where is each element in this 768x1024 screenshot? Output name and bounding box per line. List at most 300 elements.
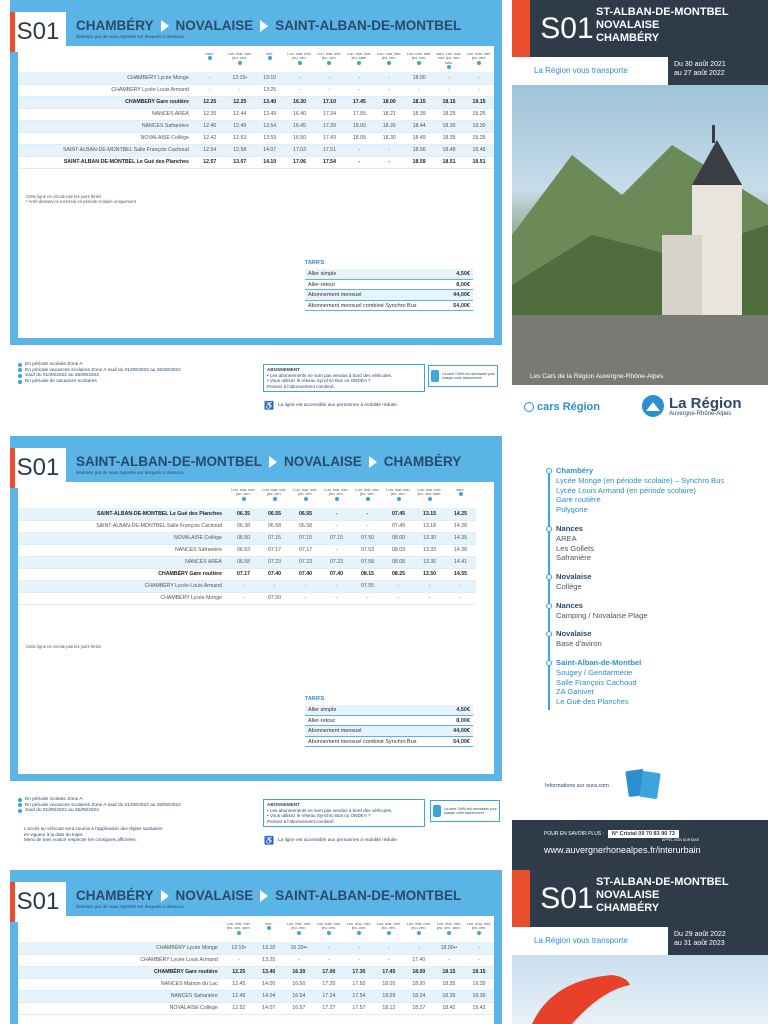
departure-time: 17.10 [315, 96, 345, 108]
departure-time: - [434, 84, 464, 96]
red-accent [10, 882, 15, 922]
route-name: CHAMBÉRY [596, 902, 660, 914]
route-stop: Le Gué des Planches [556, 697, 629, 707]
legend-text: Sauf du 01/08/2022 au 26/08/2022 [25, 373, 99, 379]
departure-time: - [321, 592, 352, 604]
departure-time: 18.39 [434, 990, 464, 1002]
stop-name: CHAMBÉRY Lycée Monge [18, 592, 228, 604]
legend-item [18, 379, 181, 385]
route-stop: Salle François Cachoud [556, 677, 637, 687]
tarif-row [305, 280, 473, 291]
departure-time: - [344, 942, 374, 954]
header-blank [18, 52, 195, 72]
timetable-row [18, 592, 476, 604]
departure-time: - [285, 72, 315, 84]
departure-time: - [445, 592, 476, 604]
departure-time: 07.50 [352, 532, 383, 544]
departure-time: - [321, 508, 352, 520]
column-header: Lun. mar. mer. jeu. ven. [290, 488, 321, 508]
stop-name: NANCES Safranière [18, 544, 228, 556]
departure-time: 17.57 [344, 1002, 374, 1014]
route-name: NOVALAISE [596, 19, 660, 31]
legend-dot-icon [18, 380, 22, 384]
header-blank [18, 488, 228, 508]
abonnement-title: ABONNEMENT [267, 367, 300, 372]
period-dot-icon [304, 497, 308, 501]
departure-time: 07.40 [290, 568, 321, 580]
title-part: NOVALAISE [283, 454, 362, 469]
tarifs-title: TARIFS [305, 696, 325, 702]
column-header: sam. [195, 52, 225, 72]
arrow-icon [260, 890, 268, 902]
departure-time: 13.40 [254, 966, 284, 978]
departure-time: 07.15 [259, 532, 290, 544]
header-blank [18, 922, 224, 942]
departure-time: 12.58 [225, 144, 255, 156]
departure-time: 18.27 [404, 1002, 434, 1014]
legend [18, 362, 181, 384]
oura-card-text: La carte OùRA est nécessaire pour charger votre abonnement [443, 807, 497, 815]
savoir-plus-label: POUR EN SAVOIR PLUS : [544, 831, 604, 837]
departure-time: 14.41 [445, 556, 476, 568]
departure-time: 18.59 [404, 156, 434, 168]
departure-time: 16.45 [285, 120, 315, 132]
arrow-icon [269, 456, 277, 468]
departure-time: 19.15 [464, 966, 494, 978]
note-line: * Arrêt desservi le mercredi en période scolaire uniquement [26, 199, 136, 204]
contact-band [512, 820, 768, 870]
departure-time: 17.54 [315, 156, 345, 168]
departure-time: 14.07 [254, 1002, 284, 1014]
departure-time: 18.49 [404, 132, 434, 144]
route-stop: Base d'aviron [556, 639, 602, 649]
departure-time: - [344, 84, 374, 96]
departure-time: 07.58 [352, 556, 383, 568]
departure-time: 19.39 [464, 990, 494, 1002]
legend-dot-icon [18, 368, 22, 372]
legend-item [18, 808, 181, 814]
departure-time: 18.48 [434, 144, 464, 156]
timetable-panel-1 [10, 0, 502, 345]
stop-name: NOVALAISE Collège [18, 1002, 224, 1014]
la-region-text-wrap [669, 396, 742, 417]
mountain-peak-shape [646, 402, 660, 411]
departure-time: 16.50 [284, 978, 314, 990]
date-to: au 27 août 2022 [674, 69, 725, 77]
wheelchair-icon: ♿ [264, 836, 274, 845]
stop-name: CHAMBÉRY Lycée Monge [18, 942, 224, 954]
route-group [556, 466, 724, 515]
departure-time: 17.55 [344, 108, 374, 120]
period-dot-icon [447, 65, 451, 69]
period-dot-icon [366, 497, 370, 501]
departure-time: 07.50 [259, 592, 290, 604]
departure-time: 16.40 [285, 108, 315, 120]
departure-time: 12.53 [225, 132, 255, 144]
note-line: Cette ligne ne circule pas les jours fériés [26, 644, 102, 649]
route-stop: ZA Ganivet [556, 687, 594, 697]
route-stop: Camping / Novalaise Plage [556, 610, 648, 620]
departure-time: - [434, 72, 464, 84]
info-label: Informations sur oura.com [545, 783, 609, 789]
departure-time: 18.00•• [434, 942, 464, 954]
column-header: Lun. mar. mer. jeu. ven. [404, 922, 434, 942]
departure-time: 13.25 [254, 954, 284, 966]
abonnement-title: ABONNEMENT [267, 802, 300, 807]
legend-dot-icon [18, 809, 22, 813]
departure-time: 19.48 [464, 144, 494, 156]
route-group [556, 524, 594, 563]
column-header: Lun. mar. mer. jeu. ven. [259, 488, 290, 508]
period-dot-icon [238, 61, 242, 65]
abonnement-box [263, 799, 425, 827]
stop-name: NOVALAISE Collège [18, 132, 195, 144]
title-part: CHAMBÉRY [76, 18, 154, 33]
departure-time: 18.00 [404, 966, 434, 978]
stop-name: NANCES Safranière [18, 120, 195, 132]
tarif-row [305, 726, 473, 737]
route-town: Nances [556, 524, 584, 533]
route-stop-dot [546, 631, 552, 637]
tarif-label: Abonnement mensuel combiné Synchro Bus [308, 302, 417, 309]
table-header-row [18, 922, 494, 942]
timetable-row [18, 72, 494, 84]
column-header: Lun. mar. mer. jeu. ven. [464, 52, 494, 72]
departure-time: 13.18 [414, 520, 445, 532]
red-accent [10, 448, 15, 488]
departure-time: 18.35 [434, 132, 464, 144]
mountain-icon [642, 395, 664, 417]
departure-time: 18.25 [434, 108, 464, 120]
column-header: Lun. mar. mer. jeu. ven. [321, 488, 352, 508]
departure-time: - [464, 72, 494, 84]
title-part: NOVALAISE [175, 888, 254, 903]
departure-time: 17.39 [315, 120, 345, 132]
departure-time: 07.17 [259, 544, 290, 556]
departure-time: - [228, 580, 259, 592]
departure-time: 14.04 [254, 990, 284, 1002]
route-group [556, 658, 641, 707]
departure-time: - [321, 580, 352, 592]
stop-name: NANCES Safranière [18, 990, 224, 1002]
column-header: Lun. mar. mer. jeu. sam. [344, 52, 374, 72]
timetable-row [18, 954, 494, 966]
departure-time: 19.51 [464, 156, 494, 168]
departure-time: 07.23 [259, 556, 290, 568]
timetable-notes [26, 644, 101, 649]
period-dot-icon [297, 931, 301, 935]
departure-time: 16.54 [284, 990, 314, 1002]
period-dot-icon [447, 931, 451, 935]
departure-time: 12.45 [224, 978, 254, 990]
departure-time: 06.35 [228, 508, 259, 520]
line-code: S01 [530, 0, 604, 57]
departure-time: 13.33 [414, 544, 445, 556]
departure-time: 19.25 [464, 108, 494, 120]
departure-time: 18.51 [434, 156, 464, 168]
departure-time: - [321, 544, 352, 556]
departure-time: 17.06 [285, 156, 315, 168]
departure-time: 08.00 [383, 532, 414, 544]
departure-time: 13.36 [414, 556, 445, 568]
oura-card-icon [431, 370, 439, 382]
legend-text: Sauf du 01/08/2022 au 26/08/2022 [25, 808, 99, 814]
timetable-row [18, 132, 494, 144]
stop-name: CHAMBÉRY Lycée Louis Armand [18, 954, 224, 966]
stop-name: SAINT-ALBAN-DE-MONTBEL Le Gué des Planches [18, 156, 195, 168]
website-link[interactable]: www.auvergnerhonealpes.fr/interurbain [544, 845, 701, 855]
departure-time: 12.42 [195, 132, 225, 144]
departure-time: - [464, 942, 494, 954]
red-accent [512, 870, 530, 927]
timetable-notes [26, 194, 136, 204]
departure-time: 18.21 [374, 108, 404, 120]
cover-slogan-band-2 [512, 927, 768, 955]
route-town: Novalaise [556, 629, 592, 639]
period-dot-icon [387, 61, 391, 65]
tarifs-title: TARIFS [305, 260, 325, 266]
period-dot-icon [387, 931, 391, 935]
timetable-row [18, 120, 494, 132]
departure-time: - [464, 84, 494, 96]
cover-slogan-band [512, 57, 768, 85]
route-stop: Lycée Louis Armand (en période scolaire) [556, 485, 696, 495]
departure-time: 07.23 [290, 556, 321, 568]
period-dot-icon [242, 497, 246, 501]
la-region-sub: Auvergne-Rhône-Alpes [669, 410, 732, 417]
departure-time: 07.45 [383, 508, 414, 520]
tarif-price: 44,00€ [453, 728, 470, 735]
legend [18, 797, 181, 814]
timetable [18, 922, 494, 1015]
tarif-label: Abonnement mensuel [308, 728, 362, 735]
departure-time: 07.40 [321, 568, 352, 580]
departure-time: 17.51 [315, 144, 345, 156]
column-header: Lun. mar. mer. jeu. ven. [404, 52, 434, 72]
departure-time: 17.43 [315, 132, 345, 144]
route-stop-dot [546, 574, 552, 580]
stop-name: NOVALAISE Collège [18, 532, 228, 544]
period-dot-icon [459, 492, 463, 496]
departure-time: 08.25 [383, 568, 414, 580]
departure-time: 17.45 [374, 966, 404, 978]
departure-time: - [195, 84, 225, 96]
tarif-price: 8,00€ [456, 717, 470, 724]
tarifs-table [305, 696, 473, 747]
departure-time: 12:15• [225, 72, 255, 84]
departure-time: - [414, 580, 445, 592]
column-header: Lun. mar. mer. jeu. ven. [383, 488, 414, 508]
castle-illustration [512, 85, 768, 385]
departure-time: 18.00 [374, 96, 404, 108]
departure-time: 07.55 [352, 580, 383, 592]
departure-time: 13.15 [414, 508, 445, 520]
departure-time: - [383, 592, 414, 604]
info-row [545, 770, 745, 804]
route-stop: Gare routière [556, 495, 601, 505]
departure-time: 13.49 [255, 108, 285, 120]
departure-time: 13.54 [255, 120, 285, 132]
departure-time: 17.45 [344, 96, 374, 108]
title-part: SAINT-ALBAN-DE-MONTBEL [76, 454, 262, 469]
departure-time: 18.05 [344, 132, 374, 144]
route-stop: Les Gollets [556, 543, 594, 553]
timetable-row [18, 144, 494, 156]
departure-time: 13.40 [255, 96, 285, 108]
date-from: Du 30 août 2021 [674, 61, 726, 68]
period-dot-icon [208, 56, 212, 60]
timetable-row [18, 580, 476, 592]
departure-time: 08.15 [352, 568, 383, 580]
timetable-row [18, 942, 494, 954]
departure-time: 06.55 [290, 508, 321, 520]
column-header: Lun. mar. mer. jeu. ven. [374, 52, 404, 72]
departure-time: - [290, 580, 321, 592]
phone-number[interactable]: N° Cristal 09 70 83 90 73 [608, 830, 679, 838]
route-name: ST-ALBAN-DE-MONTBEL [596, 6, 729, 18]
stop-name: SAINT-ALBAN-DE-MONTBEL Salle François Cachoud [18, 144, 195, 156]
departure-time: - [404, 84, 434, 96]
arrow-icon [161, 890, 169, 902]
panel-title [76, 454, 461, 469]
departure-time: 06.38 [228, 520, 259, 532]
abonnement-line: Pensez à l'abonnement combiné. [267, 818, 335, 824]
departure-time: - [464, 954, 494, 966]
departure-time: 18.56 [404, 144, 434, 156]
la-region-logo [642, 395, 742, 417]
timetable-row [18, 520, 476, 532]
route-stop: Sougey / Gendarmerie [556, 667, 633, 677]
stop-name: CHAMBÉRY Gare routière [18, 966, 224, 978]
route-stop-dot [546, 526, 552, 532]
column-header: Lun. mar. mer. jeu. ven. [464, 922, 494, 942]
sanitary-notice [24, 826, 162, 843]
route-stop-dot [546, 468, 552, 474]
column-header: Lun. mar. mer. jeu. ven. sam. [224, 922, 254, 942]
column-header: Lun. mar. mer. jeu. ven. [314, 922, 344, 942]
cover-route-names [596, 876, 729, 915]
departure-time: 12.25 [225, 96, 255, 108]
departure-time: 07.15 [321, 532, 352, 544]
column-header: mer. [254, 922, 284, 942]
column-header: Lun. mar. mer. jeu. ven. [284, 922, 314, 942]
departure-time: 18:00 [404, 72, 434, 84]
departure-time: - [374, 144, 404, 156]
departure-time: 18.39 [404, 108, 434, 120]
route-group [556, 629, 602, 649]
cover-logos [512, 385, 768, 435]
departure-time: 13.50 [414, 568, 445, 580]
period-dot-icon [298, 61, 302, 65]
departure-time: 18.09 [374, 990, 404, 1002]
departure-time: 12.57 [195, 156, 225, 168]
column-header: Lun. mar. mer. jeu. ven. [225, 52, 255, 72]
legend-text: En période vacances scolaires Zone A sauf du 01/08/2022 au 26/08/2022 [25, 802, 181, 808]
departure-time: 19.35 [464, 132, 494, 144]
column-header: Lun. mar. mer. jeu. ven. [352, 488, 383, 508]
departure-time: 12.52 [224, 1002, 254, 1014]
line-code-text: S01 [16, 888, 60, 915]
departure-time: 18.15 [404, 96, 434, 108]
timetable-panel-2 [10, 436, 502, 781]
departure-time: - [344, 72, 374, 84]
timetable-panel-3 [10, 870, 502, 1024]
departure-time: 18.12 [374, 1002, 404, 1014]
cover-header [512, 0, 768, 57]
period-dot-icon [327, 931, 331, 935]
slogan: La Région vous transporte [534, 936, 628, 945]
timetable-row [18, 556, 476, 568]
departure-time: 19.30 [464, 120, 494, 132]
panel-body [18, 46, 494, 338]
tarif-row [305, 737, 473, 748]
period-dot-icon [237, 931, 241, 935]
departure-time: 06.58 [228, 556, 259, 568]
tarif-row [305, 290, 473, 301]
departure-time: 17.54 [344, 990, 374, 1002]
departure-time: 08.03 [383, 544, 414, 556]
timetable-row [18, 96, 494, 108]
panel-subtitle: Itinéraire par de sous reportés sur lesquels ci dessous [76, 904, 184, 909]
departure-time: 18.20 [404, 978, 434, 990]
timetable-row [18, 508, 476, 520]
period-dot-icon [267, 926, 271, 930]
column-header: Lun. mar. mer. jeu. ven. [374, 922, 404, 942]
timetable-row [18, 108, 494, 120]
departure-time: 12.49 [225, 120, 255, 132]
departure-time: - [290, 592, 321, 604]
stop-name: SAINT-ALBAN-DE-MONTBEL Le Gué des Planches [18, 508, 228, 520]
column-header: sam. [445, 488, 476, 508]
tarif-price: 44,00€ [453, 292, 470, 299]
departure-time: 07.17 [228, 568, 259, 580]
stop-name: CHAMBÉRY Gare routière [18, 568, 228, 580]
route-name: ST-ALBAN-DE-MONTBEL [596, 876, 729, 888]
route-stop: Safranière [556, 553, 592, 563]
timetable-row [18, 990, 494, 1002]
departure-time: 12.35 [195, 108, 225, 120]
departure-time: 18.44 [404, 120, 434, 132]
departure-time: 14.38 [445, 544, 476, 556]
departure-time: 14.00 [254, 978, 284, 990]
departure-time: - [374, 72, 404, 84]
departure-time: 06.50 [228, 532, 259, 544]
departure-time: - [284, 954, 314, 966]
departure-time: 06.58 [290, 520, 321, 532]
period-dot-icon [417, 61, 421, 65]
stop-name: CHAMBERY Lycée Monge [18, 72, 195, 84]
line-code-text: S01 [16, 18, 60, 45]
departure-time: - [404, 942, 434, 954]
legend-text: En période vacances scolaires Zone A sauf du 01/08/2022 au 26/08/2022 [25, 367, 181, 373]
cars-region-logo [524, 401, 600, 413]
column-header: Lun. mar. mer. jeu. ven. sam. [434, 922, 464, 942]
departure-time: 18.30 [434, 120, 464, 132]
departure-time: 07.53 [352, 544, 383, 556]
timetable-row [18, 532, 476, 544]
panel-subtitle: Itinéraire par de sous reportés sur lesquels ci dessous [76, 470, 184, 475]
route-name: CHAMBÉRY [596, 32, 660, 44]
note-line: Cette ligne ne circule pas les jours fériés [26, 194, 102, 199]
period-dot-icon [397, 497, 401, 501]
departure-time: 14.28 [445, 520, 476, 532]
oura-card-icon [433, 805, 441, 817]
oura-cards-icon-2 [639, 771, 660, 799]
departure-time: 19.15 [464, 96, 494, 108]
departure-time: - [259, 580, 290, 592]
red-accent [10, 12, 15, 52]
departure-time: - [352, 508, 383, 520]
